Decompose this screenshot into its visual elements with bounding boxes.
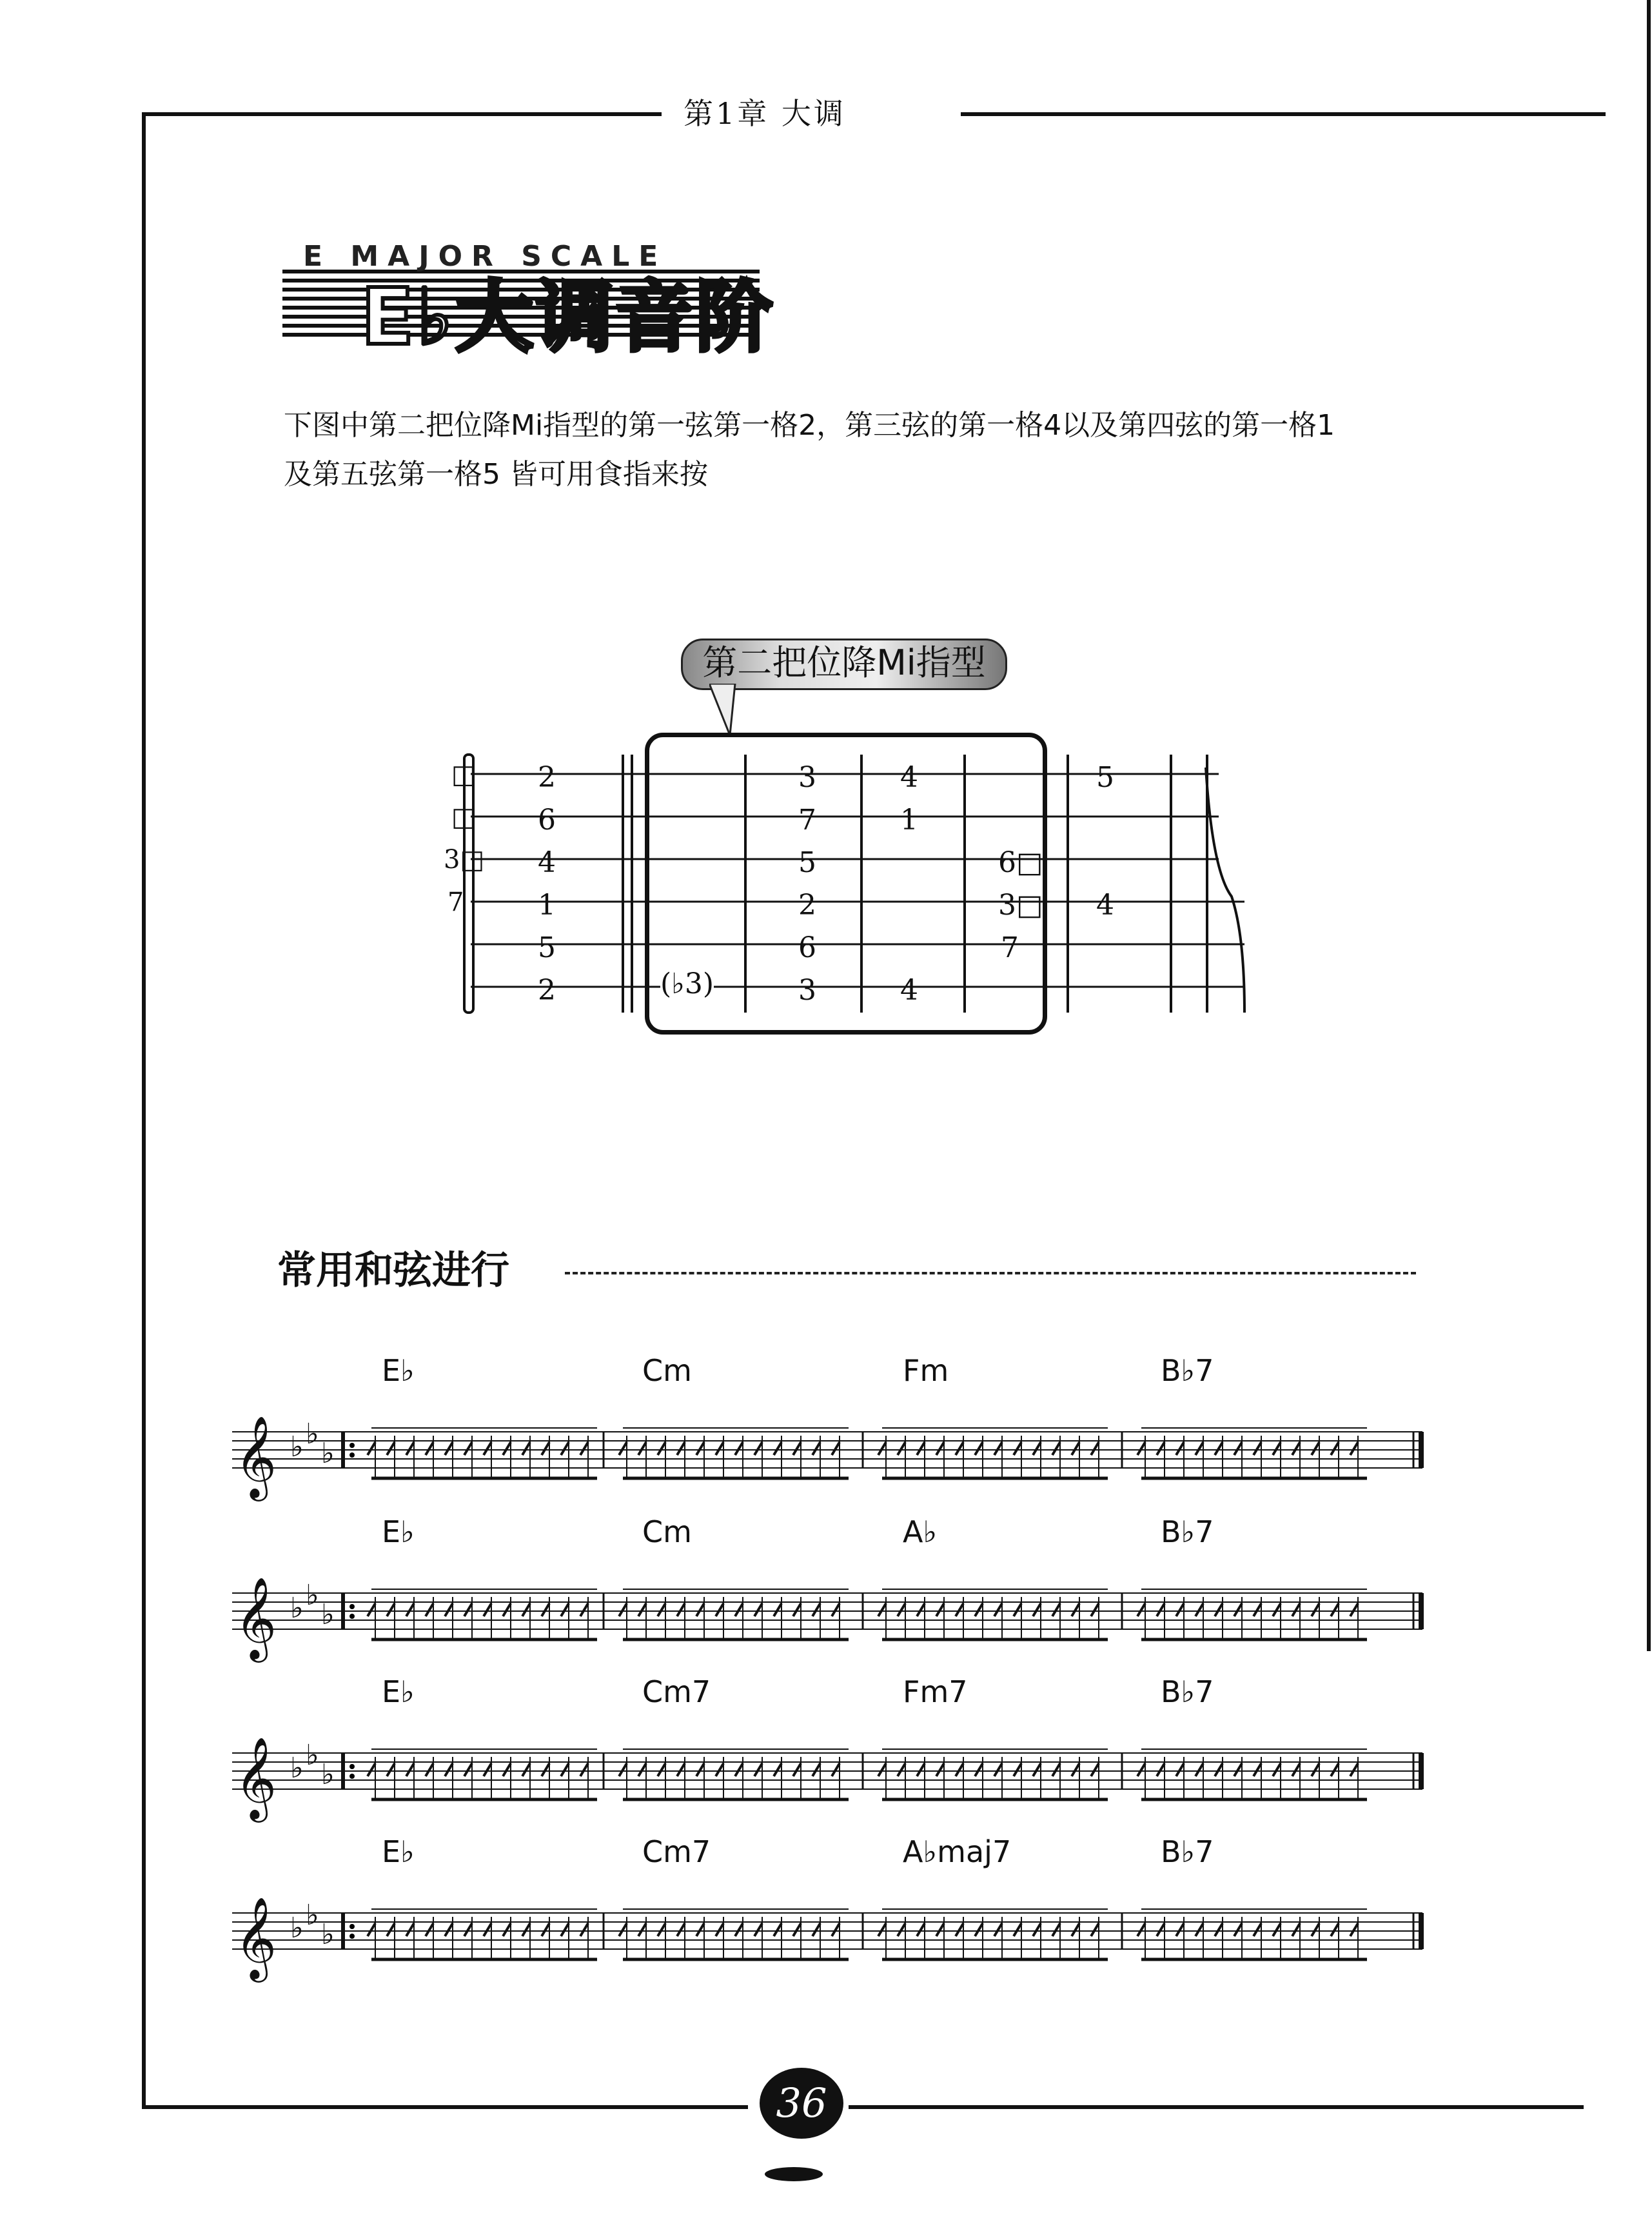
svg-text:♭: ♭ bbox=[306, 1418, 319, 1451]
frame-bottom-right bbox=[849, 2105, 1584, 2109]
chord-symbol: E♭ bbox=[382, 1674, 415, 1709]
page-title: E♭大调音阶 bbox=[361, 273, 776, 362]
svg-text:♭: ♭ bbox=[306, 1579, 319, 1612]
svg-text:𝄞: 𝄞 bbox=[235, 1738, 277, 1819]
page-number-ornament bbox=[765, 2167, 823, 2181]
svg-text:♭: ♭ bbox=[290, 1431, 304, 1463]
note: 4 bbox=[538, 846, 556, 879]
page-number: 36 bbox=[760, 2068, 843, 2139]
page-edge bbox=[1647, 0, 1651, 1651]
heading-rule bbox=[565, 1272, 1416, 1274]
staff bbox=[230, 1738, 1429, 1841]
chord-symbol: E♭ bbox=[382, 1834, 415, 1869]
diagram-callout: 第二把位降Mi指型 bbox=[681, 639, 1007, 690]
frame-top-right bbox=[961, 112, 1606, 116]
svg-text:♭: ♭ bbox=[290, 1592, 304, 1625]
chord-symbol: B♭7 bbox=[1161, 1353, 1214, 1388]
note: 6□ bbox=[998, 846, 1043, 879]
note: 5 bbox=[798, 846, 816, 879]
svg-text:𝄞: 𝄞 bbox=[235, 1578, 277, 1659]
chord-symbol: Fm7 bbox=[903, 1674, 968, 1709]
chord-symbol: B♭7 bbox=[1161, 1674, 1214, 1709]
note: (♭3) bbox=[660, 967, 714, 1000]
note: 6 bbox=[798, 931, 816, 964]
chord-symbol: E♭ bbox=[382, 1353, 415, 1388]
chord-symbol: B♭7 bbox=[1161, 1834, 1214, 1869]
left-label-1: □ bbox=[451, 760, 476, 789]
svg-text:♭: ♭ bbox=[321, 1918, 335, 1951]
note: 7 bbox=[1001, 931, 1019, 964]
note: 3 bbox=[798, 974, 816, 1007]
intro-line-1: 下图中第二把位降Mi指型的第一弦第一格2，第三弦的第一格4以及第四弦的第一格1 bbox=[284, 409, 1335, 442]
svg-text:𝄞: 𝄞 bbox=[235, 1416, 277, 1498]
chord-symbol: Cm7 bbox=[642, 1674, 711, 1709]
title-subtitle: E MAJOR SCALE bbox=[303, 240, 667, 273]
chord-symbol: B♭7 bbox=[1161, 1514, 1214, 1549]
left-label-3: 3□ bbox=[444, 845, 485, 875]
staff bbox=[230, 1416, 1429, 1520]
note: 5 bbox=[538, 931, 556, 964]
fretboard bbox=[445, 742, 1270, 1025]
svg-text:♭: ♭ bbox=[306, 1739, 319, 1772]
note: 1 bbox=[900, 804, 918, 837]
note: 2 bbox=[798, 889, 816, 922]
intro-line-2: 及第五弦第一格5 皆可用食指来按 bbox=[284, 458, 708, 491]
note: 2 bbox=[538, 974, 556, 1007]
svg-text:♭: ♭ bbox=[321, 1437, 335, 1470]
svg-text:𝄞: 𝄞 bbox=[235, 1897, 277, 1979]
left-label-2: □ bbox=[451, 802, 476, 832]
frame-left bbox=[142, 112, 146, 2109]
frame-top-left bbox=[146, 112, 662, 116]
note: 1 bbox=[538, 889, 556, 922]
note: 7 bbox=[798, 804, 816, 837]
svg-text:♭: ♭ bbox=[306, 1899, 319, 1932]
chord-symbol: A♭ bbox=[903, 1514, 938, 1549]
svg-text:♭: ♭ bbox=[290, 1912, 304, 1945]
chord-symbol: Fm bbox=[903, 1353, 949, 1388]
note: 4 bbox=[900, 761, 918, 794]
section-heading: 常用和弦进行 bbox=[277, 1248, 509, 1293]
staff bbox=[230, 1897, 1429, 2001]
svg-text:♭: ♭ bbox=[321, 1598, 335, 1631]
note: 2 bbox=[538, 761, 556, 794]
chord-symbol: E♭ bbox=[382, 1514, 415, 1549]
left-label-4: 7 bbox=[447, 887, 464, 917]
staff bbox=[230, 1578, 1429, 1681]
svg-text:♭: ♭ bbox=[290, 1752, 304, 1785]
note: 5 bbox=[1096, 761, 1114, 794]
frame-bottom-left bbox=[142, 2105, 748, 2109]
chapter-header: 第1章 大调 bbox=[683, 96, 846, 131]
chord-symbol: A♭maj7 bbox=[903, 1834, 1012, 1869]
note: 6 bbox=[538, 804, 556, 837]
chord-symbol: Cm bbox=[642, 1514, 692, 1549]
chord-symbol: Cm7 bbox=[642, 1834, 711, 1869]
note: 3 bbox=[798, 761, 816, 794]
svg-text:♭: ♭ bbox=[321, 1758, 335, 1791]
note: 4 bbox=[1096, 889, 1114, 922]
chord-symbol: Cm bbox=[642, 1353, 692, 1388]
note: 4 bbox=[900, 974, 918, 1007]
note: 3□ bbox=[998, 889, 1043, 922]
